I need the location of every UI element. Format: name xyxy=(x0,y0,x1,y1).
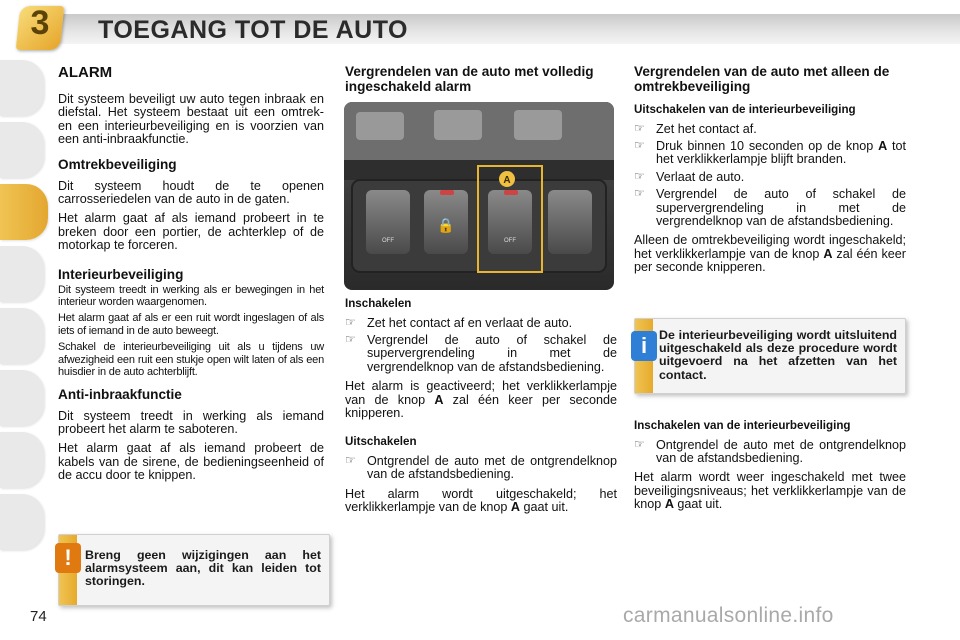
off-label-2: OFF xyxy=(504,238,516,244)
interior-text-3: Schakel de interieurbeveiliging uit als u tijdens uw afwezigheid een ruit een stukje open wilt laten of als een huisdier in de auto achterblijft. xyxy=(58,341,324,379)
deactivate-result: Het alarm wordt uitgeschakeld; het verklikkerlampje van de knop A gaat uit. xyxy=(345,486,617,515)
activate-interior-result: Het alarm wordt weer ingeschakeld met twee beveiligingsniveaus; het verklikkerlampje van de knop A gaat uit. xyxy=(634,470,906,512)
activate-heading: Inschakelen xyxy=(345,297,412,310)
warning-note xyxy=(58,534,330,606)
watermark: carmanualsonline.info xyxy=(623,604,834,627)
perimeter-text-2: Het alarm gaat af als iemand probeert in te breken door een portier, de achterklep of de motorkap te forceren. xyxy=(58,211,324,253)
deactivate-interior-item-4: ☞ Vergrendel de auto of schakel de supervergrendeling in met de vergrendelknop van de afstandsbediening. xyxy=(634,188,906,228)
chapter-number: 3 xyxy=(30,4,50,42)
warning-icon: ! xyxy=(55,543,81,573)
perimeter-only-result: Alleen de omtrekbeveiliging wordt ingeschakeld; het verklikkerlampje van de knop A zal één keer per seconde knipperen. xyxy=(634,233,906,275)
deactivate-interior-list xyxy=(634,123,906,229)
activate-interior-item-1: ☞ Ontgrendel de auto met de ontgrendelknop van de afstandsbediening. xyxy=(634,439,906,466)
chapter-tab-1[interactable] xyxy=(0,60,44,116)
deactivate-interior-item-2: ☞ Druk binnen 10 seconden op de knop A tot het verklikkerlampje blijft branden. xyxy=(634,140,906,167)
middle-column-lower xyxy=(345,298,617,520)
alarm-intro: Dit systeem beveiligt uw auto tegen inbraak en diefstal. Het systeem bestaat uit een omtrek- en een interieurbeveiliging en is voorzien van een anti-inbraakfunctie. xyxy=(58,92,324,147)
svg-text:🔒: 🔒 xyxy=(437,218,455,234)
deactivate-list xyxy=(345,455,617,482)
page-number: 74 xyxy=(30,608,47,625)
deactivate-item-1: ☞ Ontgrendel de auto met de ontgrendelknop van de afstandsbediening. xyxy=(345,455,617,482)
activate-result: Het alarm is geactiveerd; het verklikkerlampje van de knop A zal één keer per seconde knipperen. xyxy=(345,379,617,420)
deactivate-interior-item-3: ☞ Verlaat de auto. xyxy=(634,171,906,184)
info-note-text: De interieurbeveiliging wordt uitsluitend uitgeschakeld als deze procedure wordt uitgevoerd na het afzetten van het contact. xyxy=(659,328,897,382)
anti-theft-text-1: Dit systeem treedt in werking als iemand probeert het alarm te saboteren. xyxy=(58,408,324,436)
chapter-tab-4[interactable] xyxy=(0,246,44,302)
right-column-lower xyxy=(634,420,906,518)
perimeter-text-1: Dit systeem houdt de te openen carrosseriedelen van de auto in de gaten. xyxy=(58,178,324,207)
middle-column xyxy=(345,64,617,104)
activate-interior-list xyxy=(634,439,906,466)
alarm-button-photo xyxy=(344,102,614,290)
chapter-tab-5[interactable] xyxy=(0,308,44,364)
interior-text-2: Het alarm gaat af als er een ruit wordt ingeslagen of als iets of iemand in de auto beweegt. xyxy=(58,312,324,337)
info-note xyxy=(634,318,906,394)
chapter-tab-2[interactable] xyxy=(0,122,44,178)
deactivate-interior-item-1: ☞ Zet het contact af. xyxy=(634,123,906,136)
button-a-marker: A xyxy=(503,175,511,186)
warning-note-text: Breng geen wijzigingen aan het alarmsysteem aan, dit kan leiden tot storingen. xyxy=(85,548,321,589)
activate-item-1: ☞ Zet het contact af en verlaat de auto. xyxy=(345,317,617,330)
perimeter-only-heading: Vergrendelen van de auto met alleen de omtrekbeveiliging xyxy=(634,64,890,94)
perimeter-heading: Omtrekbeveiliging xyxy=(58,156,177,172)
chapter-tab-3-active[interactable] xyxy=(0,184,48,240)
deactivate-interior-heading: Uitschakelen van de interieurbeveiliging xyxy=(634,103,856,116)
activate-interior-heading: Inschakelen van de interieurbeveiliging xyxy=(634,419,851,432)
chapter-tab-8[interactable] xyxy=(0,494,44,550)
page-title: TOEGANG TOT DE AUTO xyxy=(98,16,408,44)
info-icon: i xyxy=(631,331,657,361)
anti-theft-text-2: Het alarm gaat af als iemand probeert de kabels van de sirene, de bedieningseenheid of de accu door te knippen. xyxy=(58,441,324,483)
activate-item-2: ☞ Vergrendel de auto of schakel de supervergrendeling in met de vergrendelknop van de afstandsbediening. xyxy=(345,334,617,374)
activate-list xyxy=(345,317,617,375)
anti-theft-heading: Anti-inbraakfunctie xyxy=(58,386,182,402)
chapter-tab-7[interactable] xyxy=(0,432,44,488)
chapter-tab-6[interactable] xyxy=(0,370,44,426)
off-label-1: OFF xyxy=(382,238,394,244)
alarm-heading: ALARM xyxy=(58,64,113,81)
right-column xyxy=(634,64,906,281)
full-alarm-heading: Vergrendelen van de auto met volledig ingeschakeld alarm xyxy=(345,64,594,94)
interior-heading: Interieurbeveiliging xyxy=(58,266,184,282)
left-column xyxy=(58,64,324,489)
interior-text-1: Dit systeem treedt in werking als er bewegingen in het interieur worden waargenomen. xyxy=(58,283,324,309)
deactivate-heading: Uitschakelen xyxy=(345,435,417,449)
